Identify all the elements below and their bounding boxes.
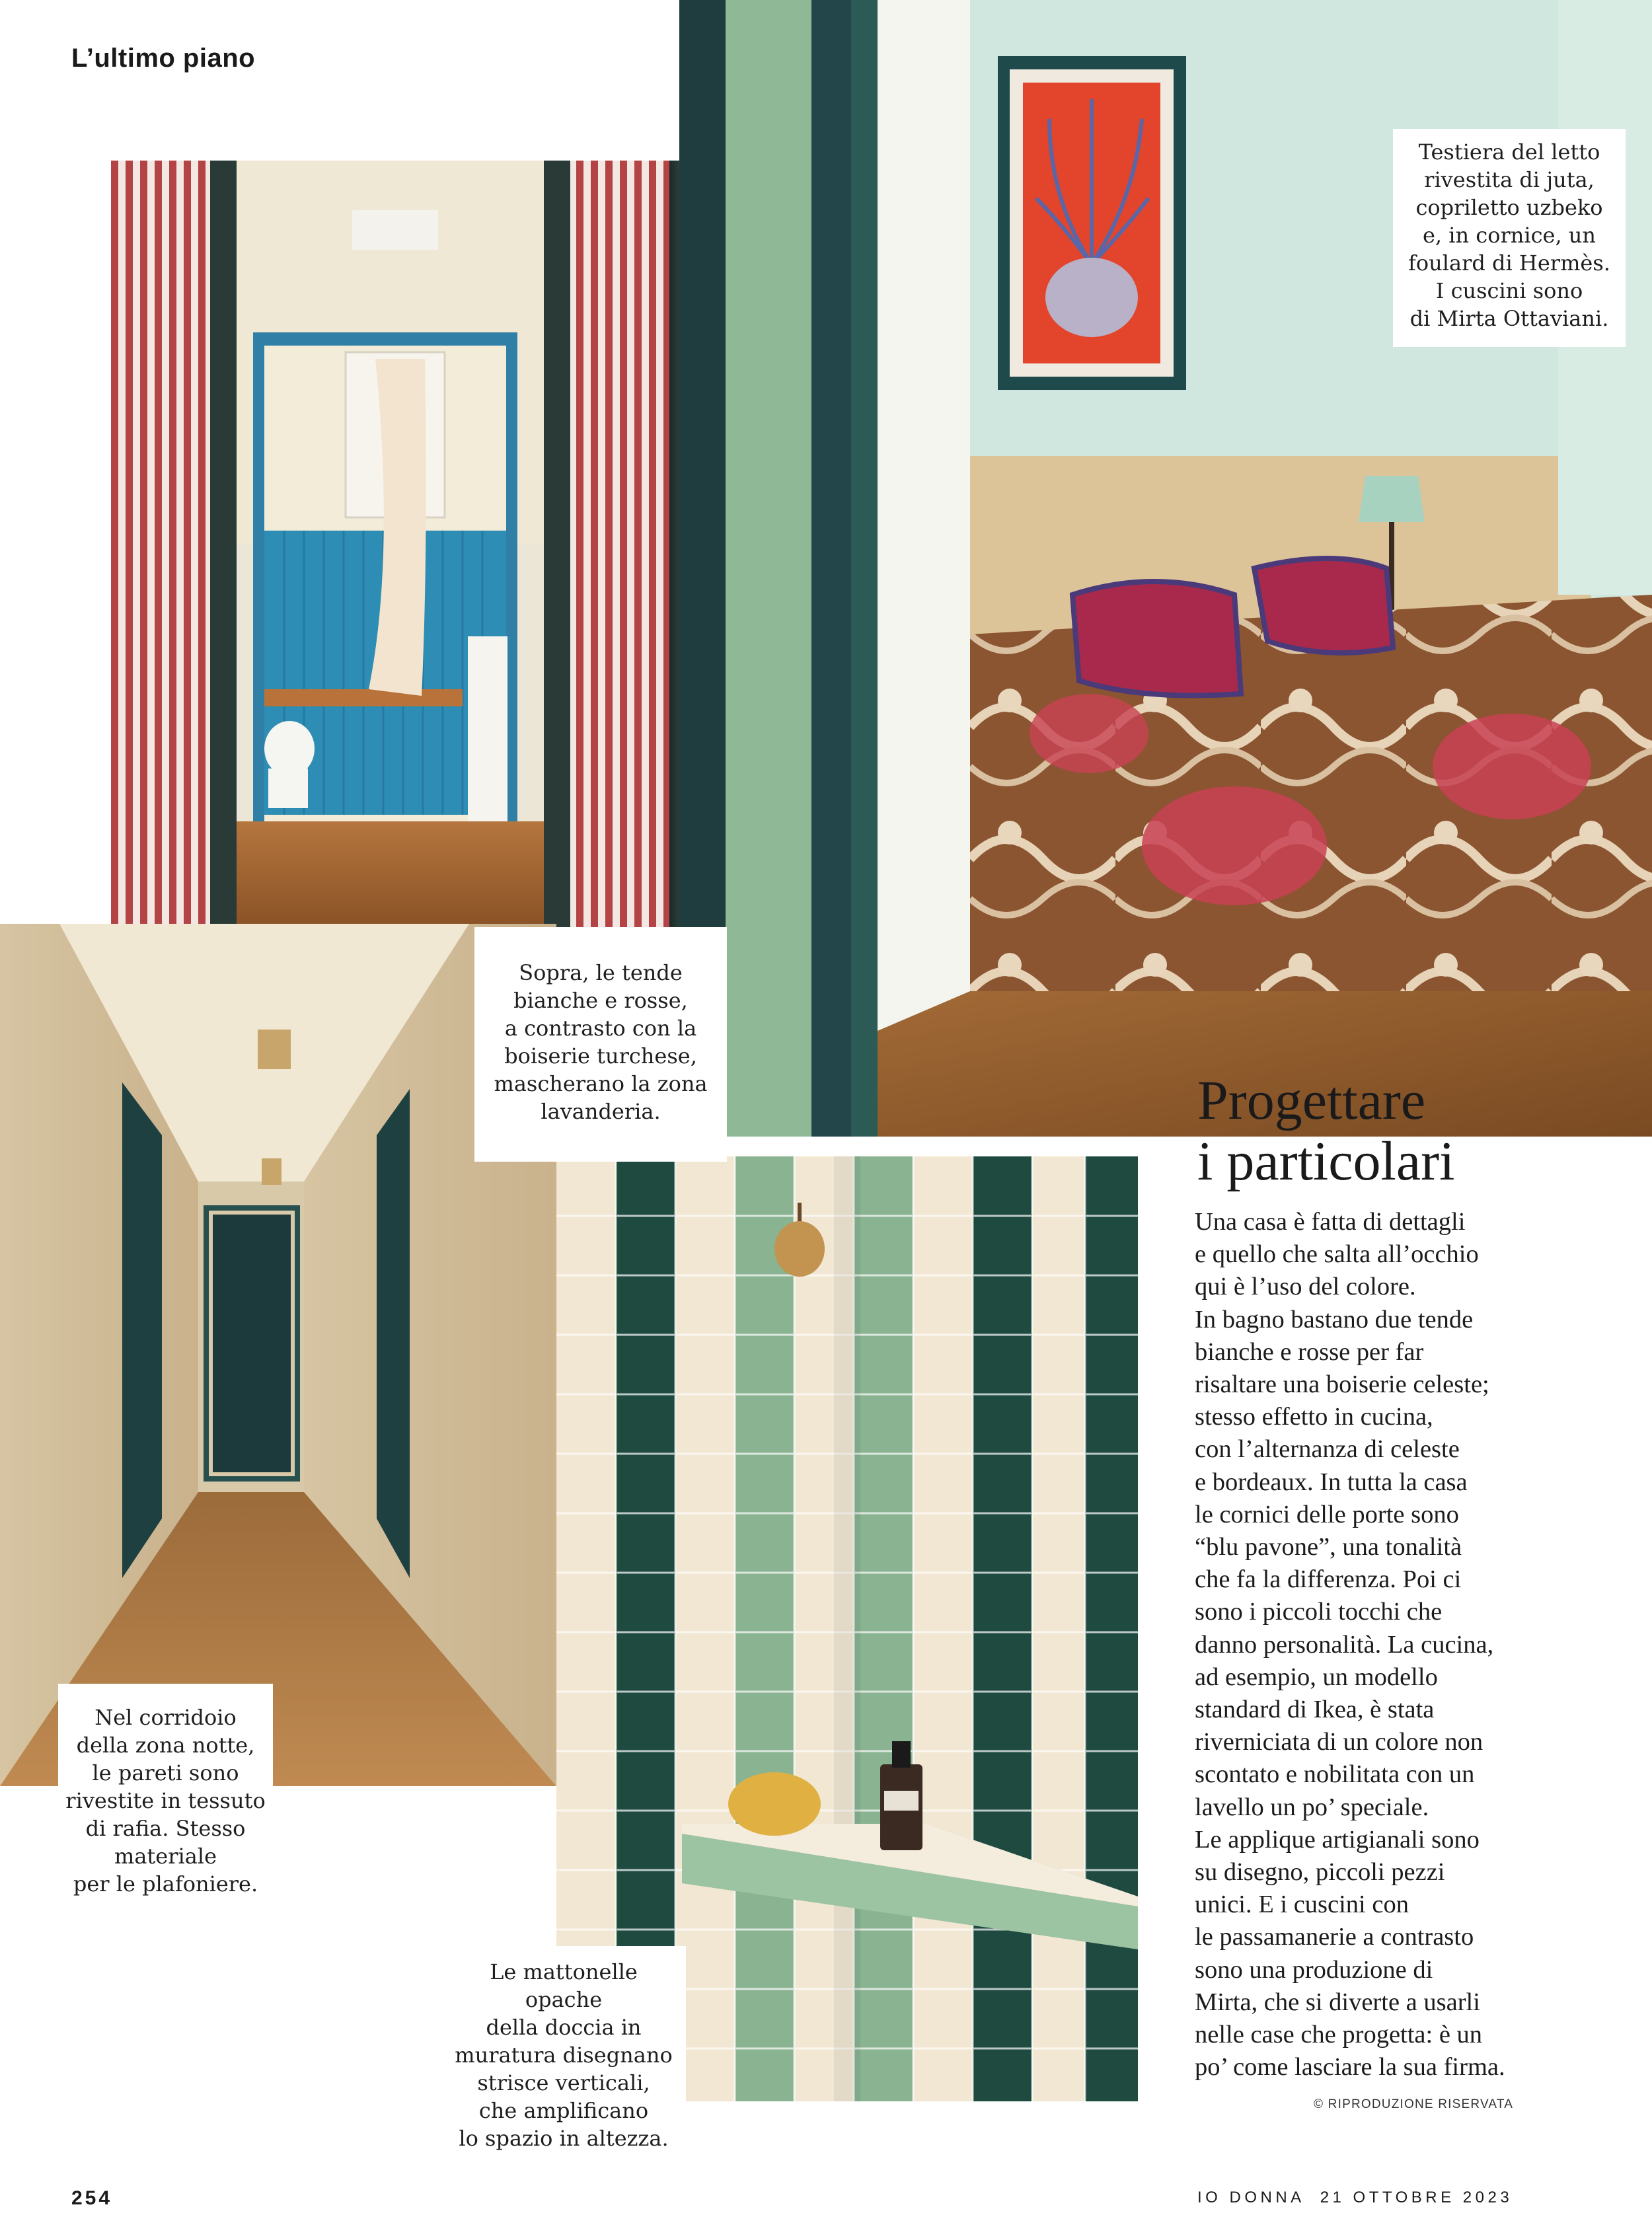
bathroom-photo	[111, 161, 679, 927]
magazine-issue-line: IO DONNA 21 OTTOBRE 2023	[1197, 2189, 1513, 2206]
bedroom-caption: Testiera del letto rivestita di juta, copriletto uzbeko e, in cornice, un foulard di Hermès. I cuscini sono di Mirta Ottaviani.	[1393, 129, 1626, 347]
article-headline: Progettare i particolari	[1197, 1070, 1455, 1192]
copyright-notice: © RIPRODUZIONE RISERVATA	[1314, 2097, 1514, 2111]
corridor-caption: Nel corridoio della zona notte, le pareti sono rivestite in tessuto di rafia. Stesso materiale per le plafoniere.	[58, 1684, 273, 1928]
article-body: Una casa è fatta di dettagli e quello che salta all’occhio qui è l’uso del colore. In bagno bastano due tende bianche e rosse per far risaltare una boiserie celeste; stesso effetto in cucina, con l’alternanza di celeste e bordeaux. In tutta la casa le cornici delle porte sono “blu pavone”, una tonalità che fa la differenza. Poi ci sono i piccoli tocchi che danno personalità. La cucina, ad esempio, un modello standard di Ikea, è stata riverniciata di un colore non scontato e nobilitata con un lavello un po’ speciale. Le applique artigianali sono su disegno, piccoli pezzi unici. E i cuscini con le passamanerie a contrasto sono una produzione di Mirta, che si diverte a usarli nelle case che progetta: è un po’ come lasciare la sua firma.	[1195, 1208, 1505, 2082]
shower-caption: Le mattonelle opache della doccia in muratura disegnano strisce verticali, che amplificano lo spazio in altezza.	[441, 1946, 686, 2191]
page-number: 254	[71, 2187, 113, 2209]
section-label: L’ultimo piano	[71, 44, 256, 73]
corridor-photo	[0, 924, 556, 1786]
bathroom-caption: Sopra, le tende bianche e rosse, a contrasto con la boiserie turchese, mascherano la zona lavanderia.	[474, 927, 727, 1162]
